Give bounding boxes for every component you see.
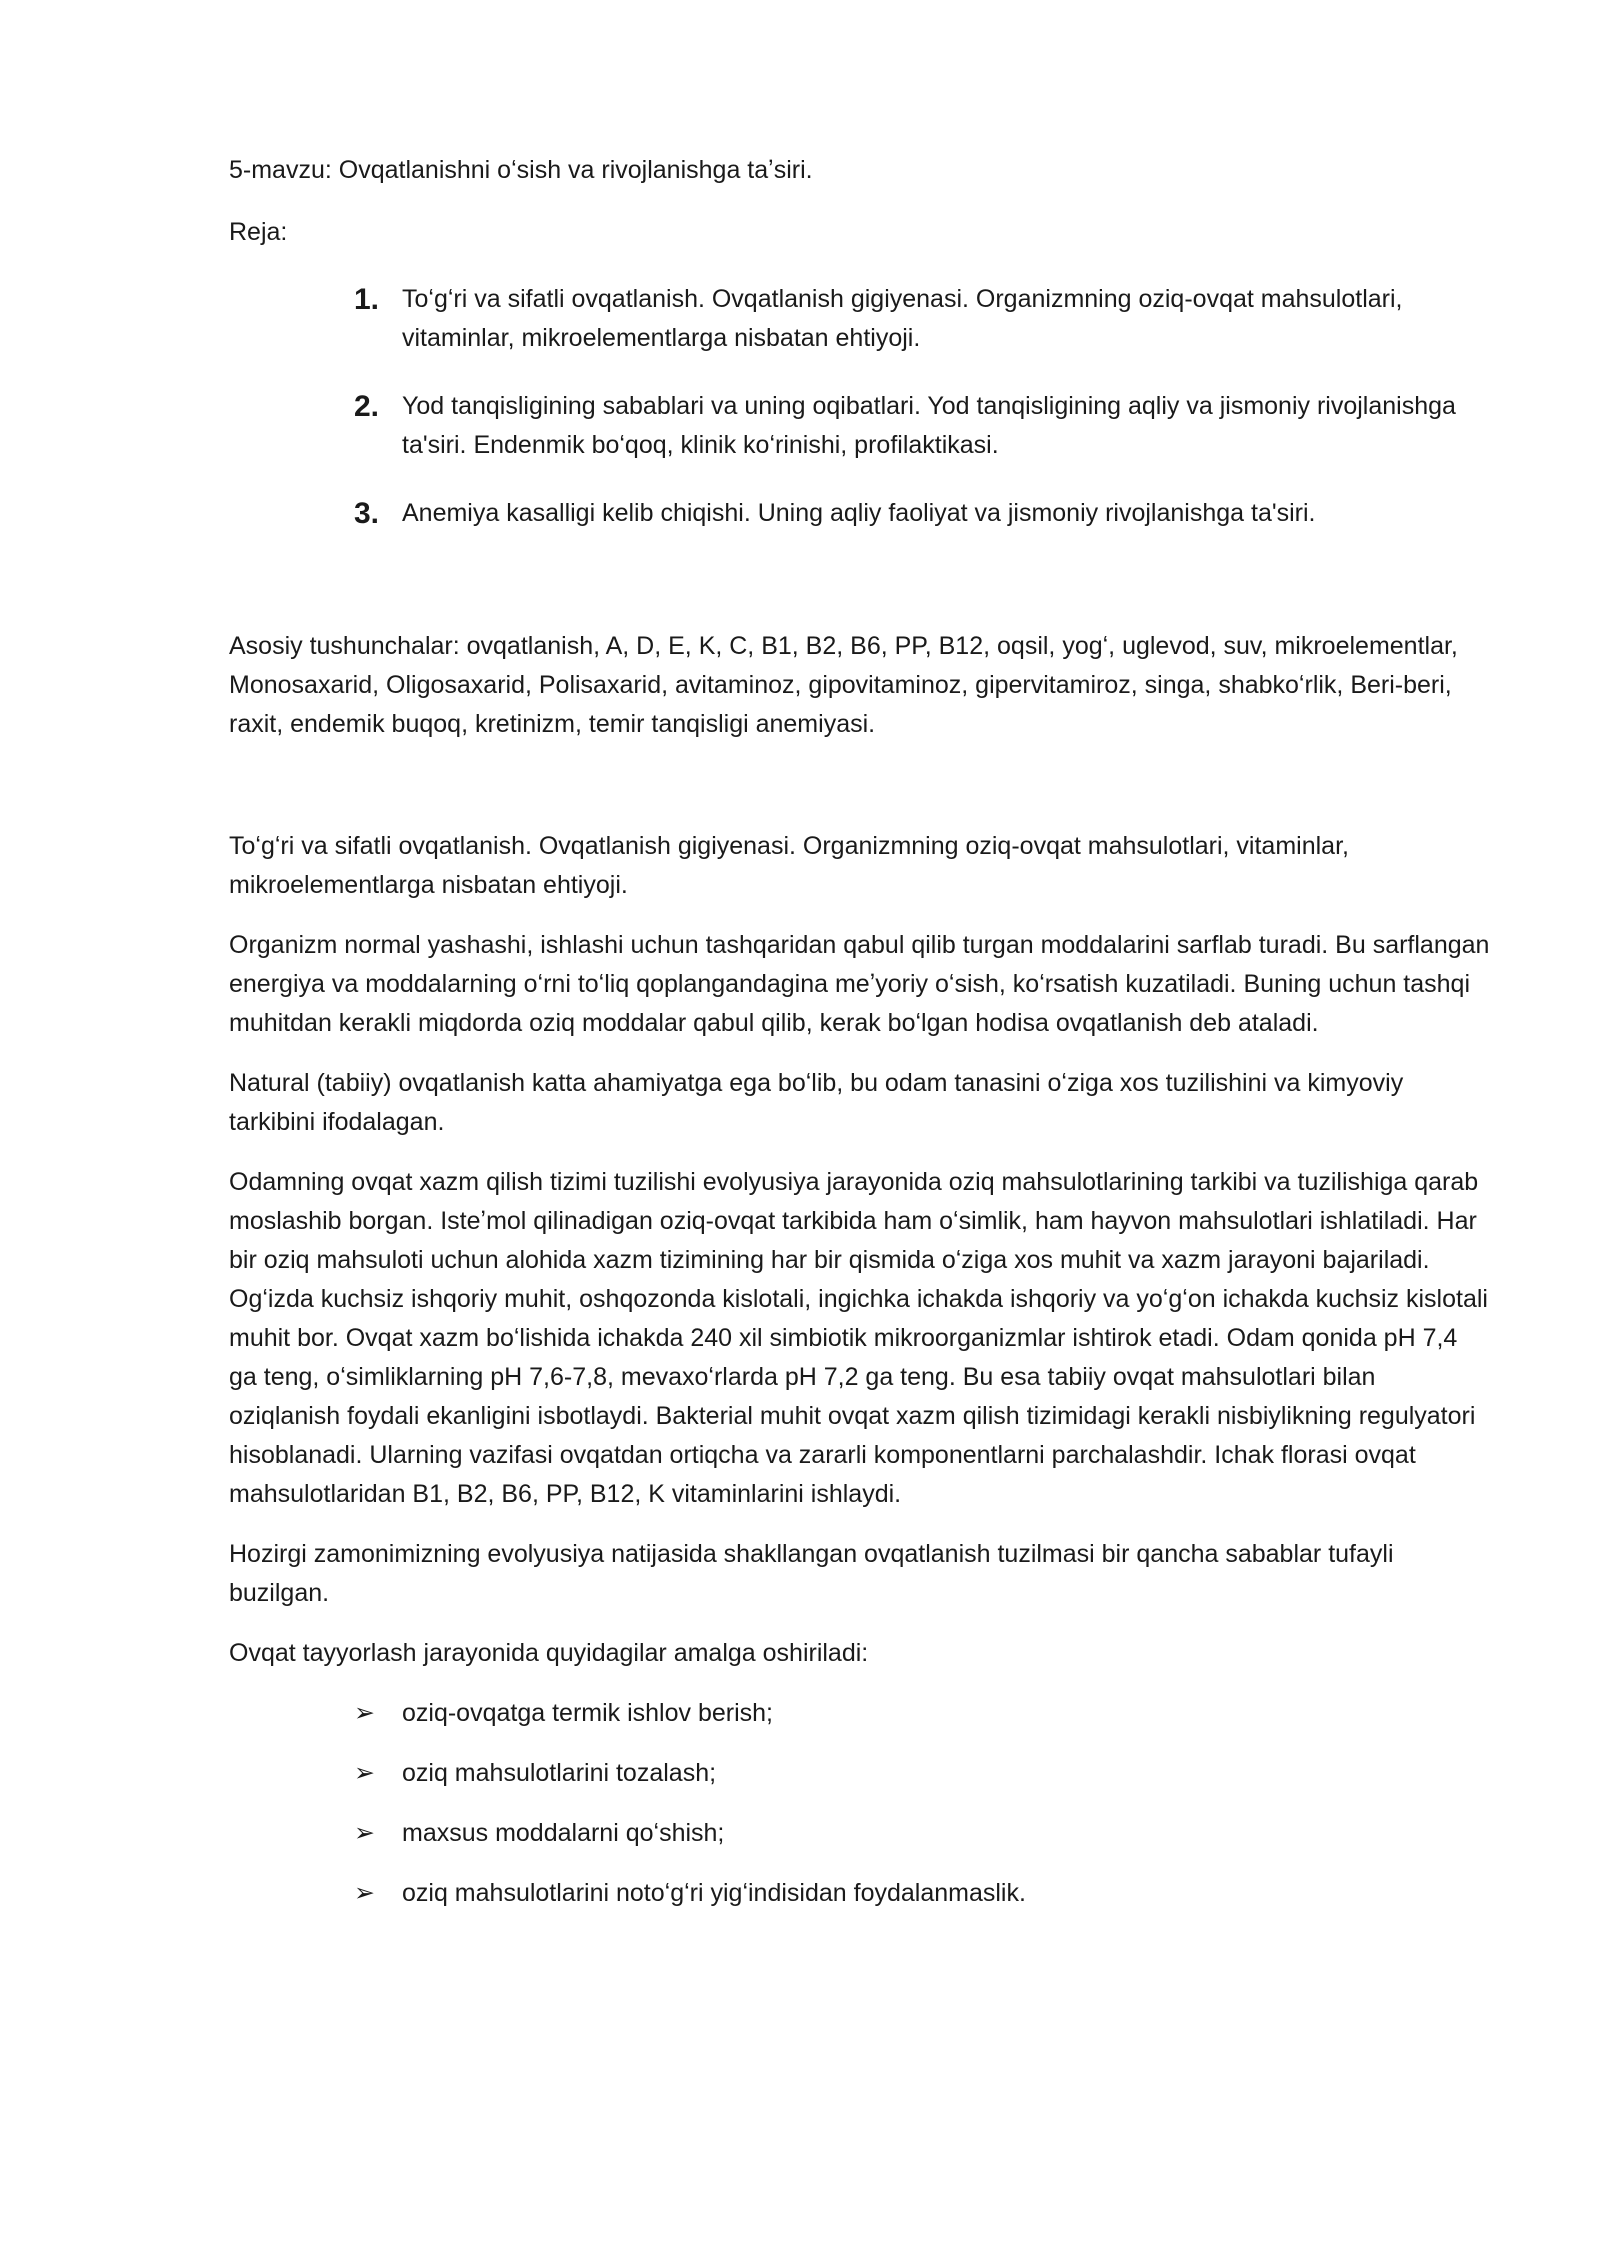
paragraph: Ovqat tayyorlash jarayonida quyidagilar amalga oshiriladi:	[229, 1639, 869, 1667]
bullet-item	[229, 1874, 1491, 1913]
plan-item-text: Toʻgʻri va sifatli ovqatlanish. Ovqatlanish gigiyenasi. Organizmning oziq-ovqat mahsulotlari, vitaminlar, mikroelementlarga nisbatan ehtiyoji.	[402, 285, 1403, 352]
bullet-text: maxsus moddalarni qoʻshish;	[402, 1819, 725, 1847]
plan-item-text: Anemiya kasalligi kelib chiqishi. Uning aqliy faoliyat va jismoniy rivojlanishga ta'siri.	[402, 499, 1316, 527]
plan-item	[229, 387, 1491, 465]
arrowhead-bullet-icon: ➢	[354, 1819, 375, 1847]
paragraph: Hozirgi zamonimizning evolyusiya natijasida shakllangan ovqatlanish tuzilmasi bir qancha sabablar tufayli buzilgan.	[229, 1540, 1394, 1607]
arrowhead-bullet-icon: ➢	[354, 1879, 375, 1907]
plan-item	[229, 494, 1491, 533]
plan-item-number: 3.	[354, 497, 380, 530]
plan-item-number: 1.	[354, 283, 380, 316]
plan-list	[229, 280, 1491, 562]
plan-item	[229, 280, 1491, 358]
paragraph: Natural (tabiiy) ovqatlanish katta ahamiyatga ega boʻlib, bu odam tanasini oʻziga xos tuzilishini va kimyoviy tarkibini ifodalagan.	[229, 1069, 1404, 1136]
arrowhead-bullet-icon: ➢	[354, 1699, 375, 1727]
plan-item-number: 2.	[354, 390, 380, 423]
arrowhead-bullet-icon: ➢	[354, 1759, 375, 1787]
page-title: 5-mavzu: Ovqatlanishni oʻsish va rivojlanishga taʼsiri.	[229, 156, 813, 184]
bullet-item	[229, 1694, 1491, 1733]
bullet-text: oziq-ovqatga termik ishlov berish;	[402, 1699, 773, 1727]
bullet-item	[229, 1814, 1491, 1853]
bullet-text: oziq mahsulotlarini tozalash;	[402, 1759, 717, 1787]
paragraph: Odamning ovqat xazm qilish tizimi tuzilishi evolyusiya jarayonida oziq mahsulotlarining tarkibi va tuzilishiga qarab moslashib borgan. Isteʼmol qilinadigan oziq-ovqat tarkibida ham oʻsimlik, ham hayvon mahsulotlari ishlatiladi. Har bir oziq mahsuloti uchun alohida xazm tizimining har bir qismida oʻziga xos muhit va xazm jarayoni bajariladi. Ogʻizda kuchsiz ishqoriy muhit, oshqozonda kislotali, ingichka ichakda ishqoriy va yoʻgʻon ichakda kuchsiz kislotali muhit bor. Ovqat xazm boʻlishida ichakda 240 xil simbiotik mikroorganizmlar ishtirok etadi. Odam qonida pH 7,4 ga teng, oʻsimliklarning pH 7,6-7,8, mevaxoʻrlarda pH 7,2 ga teng. Bu esa tabiiy ovqat mahsulotlari bilan oziqlanish foydali ekanligini isbotlaydi. Bakterial muhit ovqat xazm qilish tizimidagi kerakli nisbiylikning regulyatori hisoblanadi. Ularning vazifasi ovqatdan ortiqcha va zararli komponentlarni parchalashdir. Ichak florasi ovqat mahsulotlaridan B1, B2, B6, PP, B12, K vitaminlarini ishlaydi.	[229, 1168, 1488, 1508]
key-concepts: Asosiy tushunchalar: ovqatlanish, A, D, E, K, C, B1, B2, B6, PP, B12, oqsil, yogʻ, uglevod, suv, mikroelementlar, Monosaxarid, Oligosaxarid, Polisaxarid, avitaminoz, gipovitaminoz, gipervitamiroz, singa, shabkoʻrlik, Beri-beri, raxit, endemik buqoq, kretinizm, temir tanqisligi anemiyasi.	[229, 632, 1458, 738]
plan-heading: Reja:	[229, 218, 288, 246]
bullet-list	[229, 1694, 1491, 1913]
paragraph: Organizm normal yashashi, ishlashi uchun tashqaridan qabul qilib turgan moddalarini sarflab turadi. Bu sarflangan energiya va moddalarning oʻrni toʻliq qoplangandagina meʼyoriy oʻsish, koʻrsatish kuzatiladi. Buning uchun tashqi muhitdan kerakli miqdorda oziq moddalar qabul qilib, kerak boʻlgan hodisa ovqatlanish deb ataladi.	[229, 931, 1490, 1037]
section-heading: Toʻgʻri va sifatli ovqatlanish. Ovqatlanish gigiyenasi. Organizmning oziq-ovqat mahsulotlari, vitaminlar, mikroelementlarga nisbatan ehtiyoji.	[229, 832, 1349, 899]
plan-item-text: Yod tanqisligining sabablari va uning oqibatlari. Yod tanqisligining aqliy va jismoniy rivojlanishga ta'siri. Endenmik boʻqoq, klinik koʻrinishi, profilaktikasi.	[402, 392, 1456, 459]
bullet-item	[229, 1754, 1491, 1793]
main-text	[229, 827, 1491, 1934]
bullet-text: oziq mahsulotlarini notoʻgʻri yigʻindisidan foydalanmaslik.	[402, 1879, 1026, 1907]
